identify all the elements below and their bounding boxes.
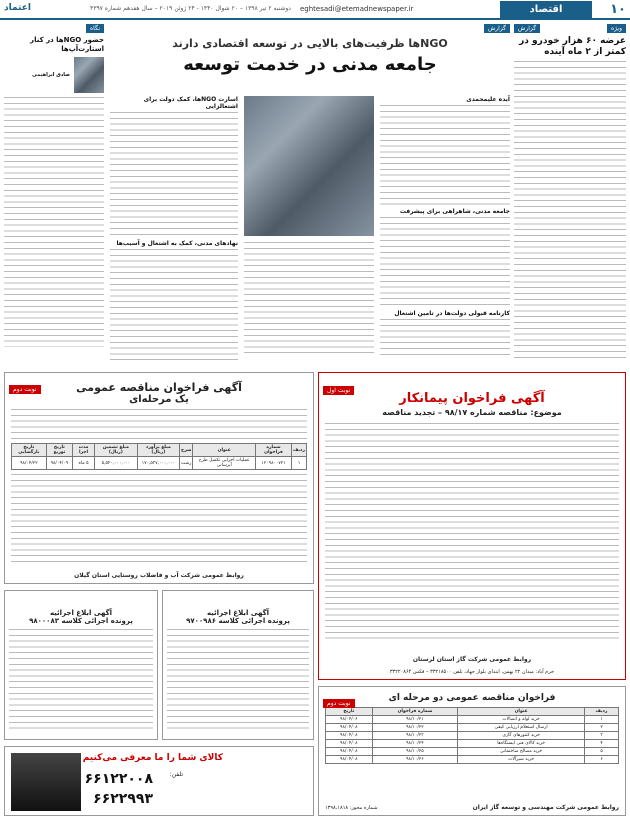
gas-table-cell: خرید شیرآلات xyxy=(458,756,585,764)
gas-table-cell: ۹۸/۱۰/۲۴ xyxy=(372,740,458,748)
gas-table-row xyxy=(326,740,619,748)
gilan-table-header-cell: عنوان xyxy=(193,444,256,457)
byline: آیده علیمحمدی xyxy=(466,96,510,103)
gas-table-row xyxy=(326,716,619,724)
section-email[interactable]: eghtesadi@etemadnewspaper.ir xyxy=(300,5,414,13)
gas-table-cell: خرید کنتورهای گازی xyxy=(458,732,585,740)
body-text-2 xyxy=(380,217,510,307)
body-text-6 xyxy=(244,242,374,356)
gilan-table-cell: ۹۸/۰۴/۲۲ xyxy=(12,457,47,470)
gas-table-cell: ۹۸/۰۴/۰۸ xyxy=(326,748,373,756)
gas-table-cell: ۹۸/۰۴/۰۸ xyxy=(326,740,373,748)
gas-table-cell: ۴ xyxy=(585,740,619,748)
gilan-table-cell: ۹۸/۰۴/۰۹ xyxy=(46,457,72,470)
gilan-table-header-cell: تاریخ بازگشایی xyxy=(12,444,47,457)
ad-phone xyxy=(4,746,314,816)
ad-bottom-notice: شماره مجوز: ۱۳۹۸،۱۸۱۸ xyxy=(325,805,378,811)
body-text-5 xyxy=(110,249,238,364)
gilan-table-header-cell: مبلغ تضمین (ریال) xyxy=(95,444,138,457)
ad-footer: روابط عمومی شرکت گاز استان لرستان xyxy=(412,656,532,663)
gas-table-cell: ۹۸/۱۰/۲۲ xyxy=(372,724,458,732)
exec2-number: پرونده اجرائی کلاسه ۹۸۰۰۰۸۳ xyxy=(29,617,133,625)
tag-report-main: گزارش xyxy=(484,24,510,33)
ad-contractor-call xyxy=(318,372,626,680)
section-label: اقتصاد xyxy=(500,1,592,18)
column-headline: حضور NGOها در کنار استارت‌آپ‌ها xyxy=(30,36,104,53)
ad-subtitle-left: یک مرحله‌ای xyxy=(129,394,189,405)
ad-execution-1 xyxy=(162,590,314,740)
column-body xyxy=(4,97,104,347)
gilan-table-cell: عملیات اجرایی تکمیل طرح آبرسانی xyxy=(193,457,256,470)
exec2-title: آگهی ابلاغ اجرائیه xyxy=(49,609,113,617)
ad-left-footer: روابط عمومی شرکت آب و فاضلاب روستایی استان گیلان xyxy=(74,572,244,579)
gilan-table-cell: ۱۷۰,۵۳۷,۰۰۰,۰۰۰ xyxy=(137,457,179,470)
gilan-table-header-cell: مبلغ برآورد (ریال) xyxy=(137,444,179,457)
ad-left-table xyxy=(11,443,307,470)
author-name: صادق ابراهیمی xyxy=(32,72,70,78)
exec2-body xyxy=(9,629,153,729)
gas-table-cell: ۹۸/۱۰/۲۱ xyxy=(372,716,458,724)
subhead-1: اسارت NGOها، کمک دولت برای اشتغالزایی xyxy=(143,96,238,110)
ad-title: آگهی فراخوان پیمانکار xyxy=(399,391,545,406)
gas-table-header-cell: عنوان xyxy=(458,708,585,716)
article-subtitle: NGOها ظرفیت‌های بالایی در توسعه اقتصادی دارند xyxy=(172,37,448,50)
gilan-table-cell: رشت xyxy=(180,457,193,470)
ad-address: خرم آباد: میدان ۲۲ بهمن، ابتدای بلوار جهاد، تلفن ۳۳۲۱۸۵۰۰ – فکس ۳۳۲۲۰۸۶۴ xyxy=(389,669,555,675)
gas-table-cell: ۳ xyxy=(585,732,619,740)
gas-table-cell: ۹۸/۱۰/۲۶ xyxy=(372,756,458,764)
article-headline-main: جامعه مدنی در خدمت توسعه xyxy=(183,54,437,75)
gas-table-cell: ۹۸/۰۴/۰۸ xyxy=(326,756,373,764)
gas-table-cell: ۹۸/۰۴/۰۶ xyxy=(326,716,373,724)
gas-table-cell: خرید لوله و اتصالات xyxy=(458,716,585,724)
tag-special: ویژه xyxy=(607,24,626,33)
gilan-table-header-cell: شماره فراخوان xyxy=(255,444,291,457)
body-text-1 xyxy=(380,105,510,205)
main-article xyxy=(110,24,510,364)
gas-table-cell: ۹۸/۱۰/۲۳ xyxy=(372,732,458,740)
gas-table-header-cell: ردیف xyxy=(585,708,619,716)
gilan-table-header-cell: تاریخ توزیع xyxy=(46,444,72,457)
ad-tender-gilan xyxy=(4,372,314,584)
gas-table-cell: ۵ xyxy=(585,748,619,756)
ad-body xyxy=(325,423,619,643)
ad-left-body xyxy=(11,474,307,564)
ad-phone-tel-label: تلفن: xyxy=(169,771,183,778)
exec1-body xyxy=(167,629,309,729)
gas-table-cell: ۹۸/۰۴/۰۸ xyxy=(326,724,373,732)
ad-bottom-title: فراخوان مناقصه عمومی دو مرحله ای xyxy=(388,693,556,703)
gilan-table-cell: ۱۲۰۹۸۰۰۷۲۱ xyxy=(255,457,291,470)
article-body xyxy=(514,61,626,361)
ad-tag-left: نوبت دوم xyxy=(9,385,41,394)
ad-left-intro xyxy=(11,409,307,439)
gas-table-cell: ۱ xyxy=(585,716,619,724)
gilan-table-cell: ۵,۵۲۰,۰۰۰,۰۰۰ xyxy=(95,457,138,470)
gilan-table-cell: ۱ xyxy=(292,457,307,470)
gilan-table-row xyxy=(12,457,307,470)
subhead-3: جامعه مدنی، شاهراهی برای پیشرفت xyxy=(399,208,510,215)
subhead-4: کارنامه قبولی دولت‌ها در تامین اشتغال xyxy=(394,310,510,317)
ad-bottom-tag: نوبت دوم xyxy=(323,699,355,708)
gas-table-cell: ۲ xyxy=(585,724,619,732)
left-column-article xyxy=(4,24,104,364)
exec1-title: آگهی ابلاغ اجرائیه xyxy=(206,609,270,617)
ad-tag: نوبت اول xyxy=(323,386,354,395)
exec1-number: پرونده اجرائی کلاسه ۹۷۰۰۹۸۶ xyxy=(186,617,290,625)
ad-phone-title: کالای شما را ما معرفی می‌کنیم xyxy=(82,753,223,763)
gas-table-header-cell: شماره فراخوان xyxy=(372,708,458,716)
gas-table-cell: ۶ xyxy=(585,756,619,764)
gilan-table-header-cell: مدت اجرا xyxy=(73,444,95,457)
gas-table-cell: خرید مصالح ساختمانی xyxy=(458,748,585,756)
ad-phone-image xyxy=(11,753,81,811)
gas-table-row xyxy=(326,748,619,756)
ad-execution-2 xyxy=(4,590,158,740)
tag-report: گزارش xyxy=(514,24,540,33)
page-number: ۱۰ xyxy=(610,2,626,17)
ad-title-left: آگهی فراخوان مناقصه عمومی xyxy=(76,381,242,394)
gas-table-row xyxy=(326,724,619,732)
ad-two-stage-tender xyxy=(318,686,626,816)
gas-table-cell: ۹۸/۱۰/۲۵ xyxy=(372,748,458,756)
ad-subtitle: موضوع: مناقصه شماره ۹۸/۱۷ – تجدید مناقصه xyxy=(382,408,562,417)
body-text-3 xyxy=(380,319,510,359)
tag-view: نگاه xyxy=(86,24,104,33)
issue-date: دوشنبه ۲ تیر ۱۳۹۸ – ۲۰ شوال ۱۴۴۰ - ۲۴ ژوئن ۲۰۱۹ – سال هفدهم شماره ۴۳۹۷ xyxy=(90,5,291,12)
gas-table-cell: خرید کالای فنی ایستگاه‌ها xyxy=(458,740,585,748)
ad-phone-tel2[interactable]: ۶۶۲۲۹۹۳ xyxy=(93,791,153,807)
page-header xyxy=(0,0,630,20)
gilan-table-header-cell: شرح xyxy=(180,444,193,457)
ad-phone-tel1[interactable]: ۶۶۱۲۲۰۰۸ xyxy=(84,771,153,787)
ad-bottom-table xyxy=(325,707,619,764)
gas-table-row xyxy=(326,756,619,764)
gas-table-row xyxy=(326,732,619,740)
newspaper-logo: اعتماد xyxy=(4,3,31,13)
ad-bottom-footer: روابط عمومی شرکت مهندسی و توسعه گاز ایران xyxy=(472,804,619,811)
article-photo xyxy=(244,96,374,236)
right-column-article xyxy=(514,24,626,364)
article-headline: عرضه ۶۰ هزار خودرو در کمتر از ۲ ماه آینده xyxy=(519,36,626,57)
subhead-2: نهادهای مدنی، کمک به اشتغال و آسیب‌ها xyxy=(116,240,238,247)
gas-table-cell: ۹۸/۰۴/۰۸ xyxy=(326,732,373,740)
gas-table-cell: ارسال استعلام ارزیابی کیفی xyxy=(458,724,585,732)
gas-table-header-cell: تاریخ xyxy=(326,708,373,716)
gilan-table-header-cell: ردیف xyxy=(292,444,307,457)
gilan-table-cell: ۵ ماه xyxy=(73,457,95,470)
author-photo xyxy=(74,57,104,93)
body-text-4 xyxy=(110,112,238,237)
